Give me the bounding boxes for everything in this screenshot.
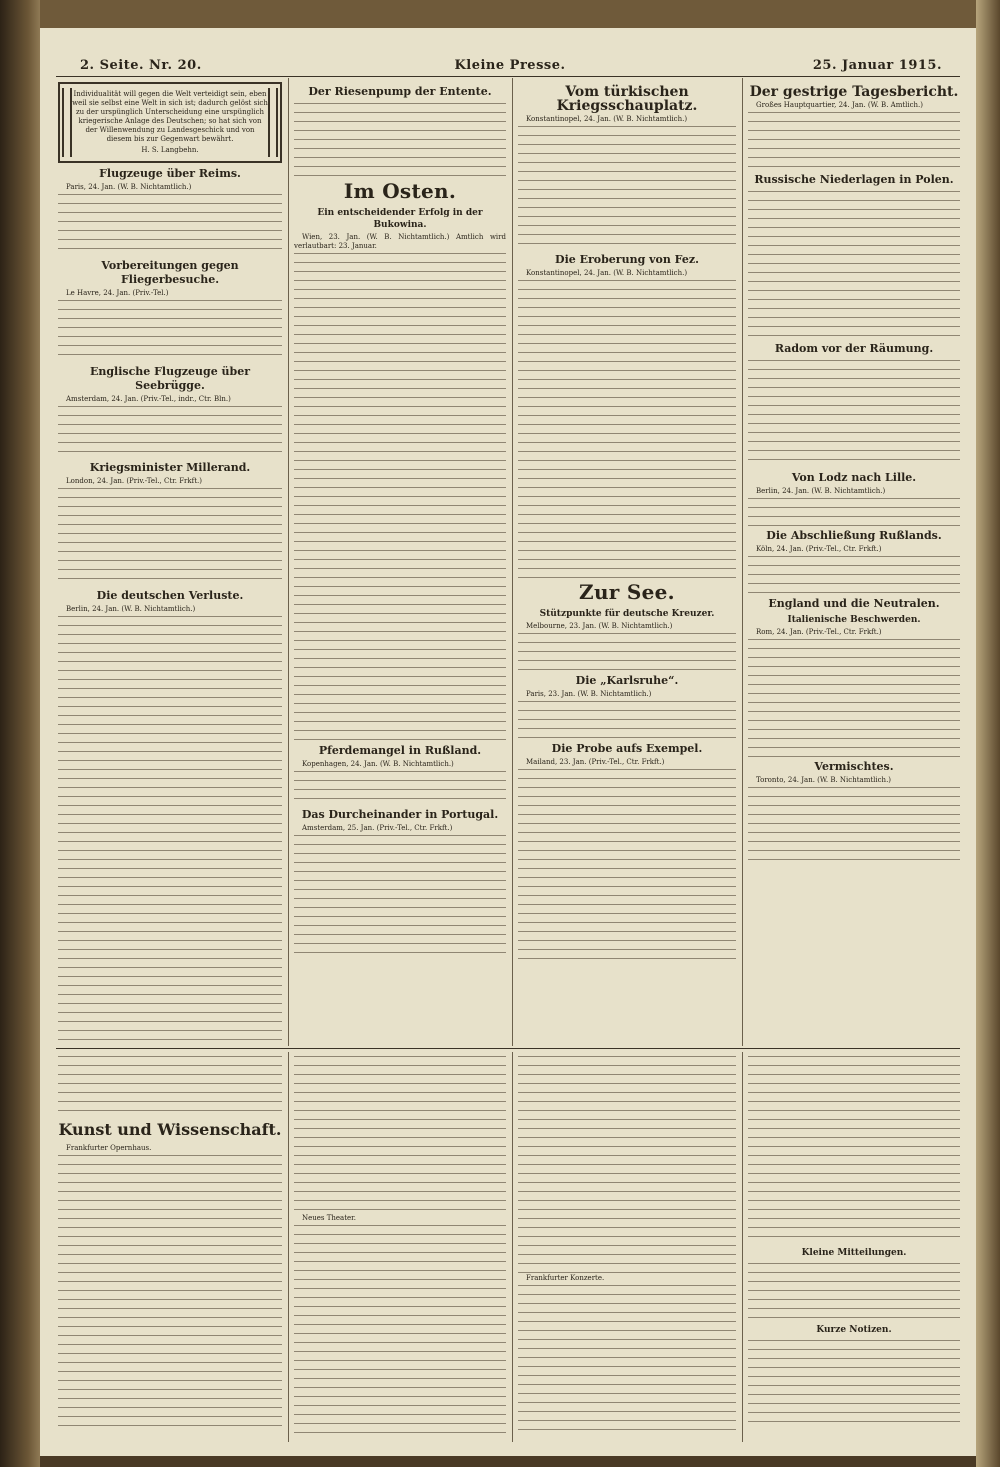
article-dateline: Konstantinopel, 24. Jan. (W. B. Nichtamtlich.) [526,115,688,123]
column-divider [742,78,743,1046]
article-text [748,1338,960,1428]
article-text [518,767,736,967]
article-dateline: Rom, 24. Jan. (Priv.-Tel., Ctr. Frkft.) [756,628,882,636]
article-dateline: Neues Theater. [302,1214,356,1222]
article-dateline: Köln, 24. Jan. (Priv.-Tel., Ctr. Frkft.) [756,545,882,553]
headline: Das Durcheinander in Portugal. [301,808,499,821]
headline: Pferdemangel in Rußland. [318,744,482,757]
section-headline: Der gestrige Tagesbericht. [749,84,959,100]
feuilleton-column-4 [748,1054,960,1442]
article-dateline: Konstantinopel, 24. Jan. (W. B. Nichtamtlich.) [526,269,688,277]
article-dateline: Mailand, 23. Jan. (Priv.-Tel., Ctr. Frkft.) [526,758,665,766]
headline: Die deutschen Verluste. [96,589,244,602]
subheadline: Ein entscheidender Erfolg in der Bukowina. [317,208,483,230]
feuilleton-column-1 [58,1054,282,1442]
article-text [748,110,960,170]
column-divider [288,1052,289,1442]
headline: Die Probe aufs Exempel. [551,742,703,755]
article-text [58,614,282,1044]
article-text [748,1261,960,1321]
headline: Kurze Notizen. [816,1325,892,1335]
quote-text: Individualität will gegen die Welt verteidigt sein, eben weil sie selbst eine Welt in sich ist; dadurch gelöst sich zu der urspünglich Unterscheidung eine urspünglich kriegerische Anlage des Deutschen; so hat sich von der Willenwendung zu Landesgeschick und von diesem bis zur Gegenwart bewährt. [72,90,268,143]
header-rule [56,76,960,77]
article-dateline: Amsterdam, 25. Jan. (Priv.-Tel., Ctr. Frkft.) [302,824,453,832]
article-text [294,769,506,805]
headline: England und die Neutralen. [768,597,940,610]
article-text [748,189,960,339]
article-text [518,1283,736,1437]
feuilleton-column-2 [294,1054,506,1442]
article-dateline: Melbourne, 23. Jan. (W. B. Nichtamtlich.) [526,622,673,630]
headline: Englische Flugzeuge über Seebrügge. [89,365,251,392]
column-divider [512,78,513,1046]
subheadline: Stützpunkte für deutsche Kreuzer. [539,609,715,619]
headline: Russische Niederlagen in Polen. [754,173,954,186]
column-divider [288,78,289,1046]
quote-box [58,82,282,163]
article-dateline: Großes Hauptquartier, 24. Jan. (W. B. Amtlich.) [756,101,924,109]
article-dateline: Kopenhagen, 24. Jan. (W. B. Nichtamtlich.) [302,760,454,768]
column-4 [748,82,960,1044]
section-headline: Kunst und Wissenschaft. [58,1120,282,1139]
article-text [748,637,960,757]
article-dateline: Amsterdam, 24. Jan. (Priv.-Tel., indr., Ctr. Bln.) [66,395,231,403]
headline: Kleine Mitteilungen. [801,1248,907,1258]
headline: Der Riesenpump der Entente. [308,85,492,98]
article-dateline: London, 24. Jan. (Priv.-Tel., Ctr. Frkft.) [66,477,202,485]
article-dateline: Paris, 24. Jan. (W. B. Nichtamtlich.) [66,183,192,191]
newspaper-page [40,28,976,1456]
section-headline: Zur See. [579,580,675,604]
article-text [58,1054,282,1114]
article-text [518,124,736,250]
page-date: 25. Januar 1915. [812,58,942,73]
article-dateline: Frankfurter Opernhaus. [66,1144,152,1152]
section-headline: Vom türkischen Kriegsschauplatz. [556,84,698,114]
article-text [748,785,960,865]
headline: Die „Karlsruhe“. [575,674,679,687]
headline: Vorbereitungen gegen Fliegerbesuche. [101,259,239,286]
article-text [294,101,506,177]
quote-signature: H. S. Langbehn. [141,146,199,154]
article-dateline: Wien, 23. Jan. (W. B. Nichtamtlich.) Amtlich wird verlautbart: 23. Januar. [294,233,506,250]
article-dateline: Paris, 23. Jan. (W. B. Nichtamtlich.) [526,690,652,698]
article-text [748,496,960,526]
column-divider [512,1052,513,1442]
headline: Von Lodz nach Lille. [791,471,917,484]
article-text [518,278,736,578]
page-top-edge [40,0,976,28]
subheadline: Italienische Beschwerden. [787,615,921,625]
article-text [748,554,960,594]
article-text [294,1054,506,1214]
article-text [58,486,282,586]
headline: Vermischtes. [814,760,894,773]
headline: Die Eroberung von Fez. [555,253,699,266]
column-1 [58,82,282,1044]
article-text [58,404,282,458]
article-text [294,1223,506,1437]
feuilleton-rule [56,1048,960,1049]
masthead-title: Kleine Presse. [454,58,566,73]
section-headline: Im Osten. [343,179,457,203]
article-dateline: Berlin, 24. Jan. (W. B. Nichtamtlich.) [756,487,886,495]
article-text [58,298,282,362]
headline: Flugzeuge über Reims. [99,167,241,180]
article-text [518,699,736,739]
page-right-edge [976,0,1000,1467]
article-text [58,1153,282,1433]
headline: Die Abschließung Rußlands. [766,529,942,542]
article-dateline: Le Havre, 24. Jan. (Priv.-Tel.) [66,289,169,297]
article-text [58,192,282,256]
article-text [294,833,506,953]
article-text [294,251,506,741]
page-number: 2. Seite. Nr. 20. [80,58,202,73]
article-text [518,631,736,671]
book-spine [0,0,40,1467]
article-text [748,358,960,468]
feuilleton-column-3 [518,1054,736,1442]
article-text [518,1054,736,1274]
headline: Kriegsminister Millerand. [89,461,251,474]
column-3 [518,82,736,1044]
column-2 [294,82,506,1044]
article-dateline: Frankfurter Konzerte. [526,1274,605,1282]
article-text [748,1054,960,1244]
article-dateline: Toronto, 24. Jan. (W. B. Nichtamtlich.) [756,776,892,784]
headline: Radom vor der Räumung. [774,342,934,355]
article-dateline: Berlin, 24. Jan. (W. B. Nichtamtlich.) [66,605,196,613]
column-divider [742,1052,743,1442]
